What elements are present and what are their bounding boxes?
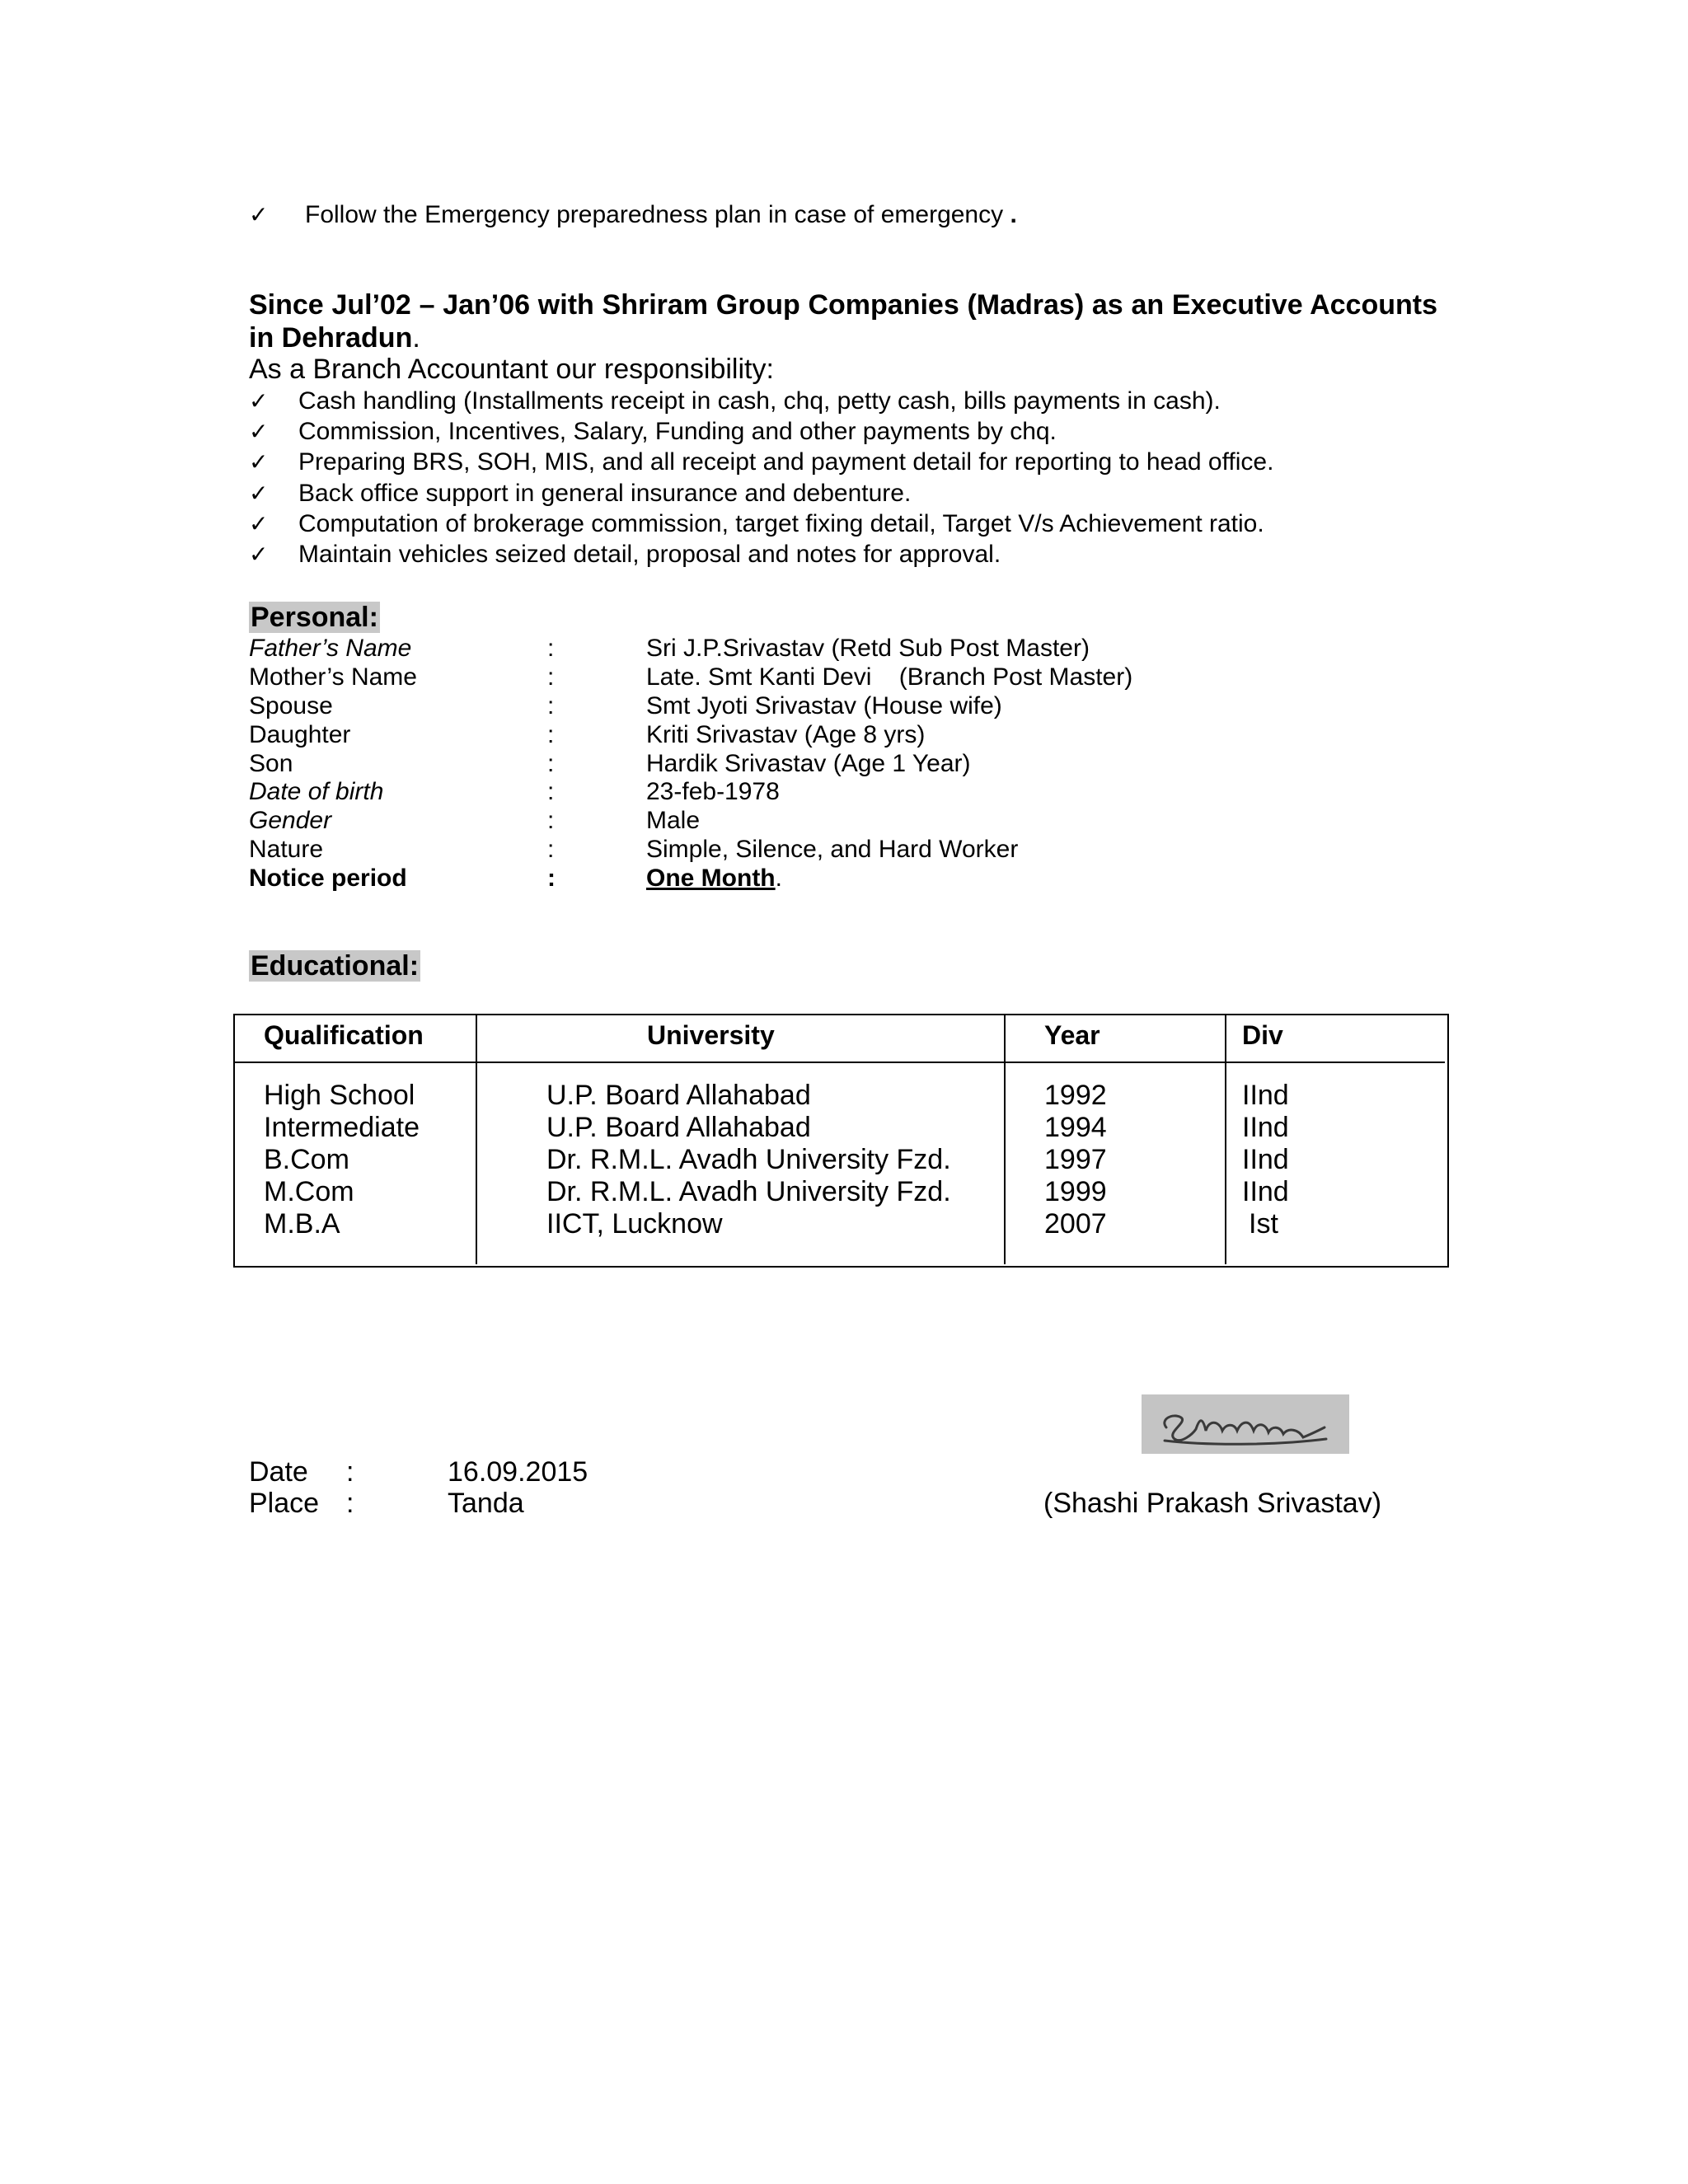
check-icon: ✓ [249, 540, 269, 568]
column-divider [476, 1015, 477, 1264]
place-label: Place [249, 1488, 320, 1519]
column-divider [1004, 1015, 1006, 1264]
date-separator: : [346, 1456, 354, 1488]
table-cell-qualification: High School [264, 1080, 415, 1111]
resume-page: ✓ Follow the Emergency preparedness plan in case of emergency . Since Jul’02 – Jan’06 with Shriram Group Companies (Madras) as an Executive Accounts in Dehradun. As a Branch Accountant our responsibility: ✓ Cash handling (Installments receipt in cash, chq, petty cash, bills payments in cash). ✓ Commission, Incentives, Salary, Funding and other payments by chq. ✓ Preparing BRS, SOH, MIS, and all receipt and payment detail for reporting to head office. ✓ Back office support in general insurance and debenture. ✓ Computation of brokerage commission, target fixing detail, Target V/s Achievement ratio. ✓ Maintain vehicles seized detail, proposal and notes for approval. Personal: Father’s Name : Sri J.P.Srivastav (Retd Sub Post Master) Mother’s Name : Late. Smt Kanti Devi (Branch Post Master) Spouse : Smt Jyoti Srivastav (House wife) Daughter : Kriti Srivastav (Age 8 yrs) Son : Hardik Srivastav (Age 1 Year) Date of birth : 23-feb-1978 Gender : Male Nature : Simple, Silence, and Hard Worker Notice period : One Month. Educational: Qualification University Year Div High School U.P. Board Allahabad 1992 IInd Intermediate U.P. Board Allahabad 1994 IInd B.Com Dr. R.M.L. Avadh University Fzd. 1997 IInd M.Com Dr. R.M.L. Avadh University Fzd. 1999 IInd M.B.A IICT, Lucknow 2007 Ist Date : 16.09.2015 Place : Tanda (Shashi Prakash Srivastav) [0, 0, 1688, 2184]
signatory-name: (Shashi Prakash Srivastav) [1043, 1488, 1382, 1519]
column-header-university: University [647, 1020, 775, 1050]
table-cell-div: Ist [1249, 1208, 1278, 1240]
date-value: 16.09.2015 [448, 1456, 588, 1488]
column-header-year: Year [1044, 1020, 1100, 1050]
table-cell-qualification: M.Com [264, 1176, 354, 1207]
check-icon: ✓ [249, 448, 269, 476]
table-cell-year: 1999 [1044, 1176, 1107, 1207]
table-cell-div: IInd [1242, 1144, 1289, 1175]
job-heading-tail: . [412, 322, 420, 354]
table-cell-div: IInd [1242, 1112, 1289, 1143]
column-divider [1225, 1015, 1226, 1264]
job-heading-text: Since Jul’02 – Jan’06 with Shriram Group Companies (Madras) as an Executive Accounts in Dehradun [249, 289, 1437, 354]
check-icon: ✓ [249, 479, 269, 507]
check-icon: ✓ [249, 509, 269, 537]
signature-scribble [1142, 1394, 1349, 1454]
signature-image [1142, 1394, 1349, 1454]
educational-heading: Educational: [251, 950, 420, 982]
job-heading [249, 288, 1437, 354]
place-value: Tanda [448, 1488, 524, 1519]
table-cell-university: Dr. R.M.L. Avadh University Fzd. [546, 1144, 951, 1175]
table-cell-qualification: B.Com [264, 1144, 349, 1175]
table-cell-div: IInd [1242, 1080, 1289, 1111]
table-cell-qualification: Intermediate [264, 1112, 420, 1143]
header-divider [235, 1062, 1445, 1063]
table-cell-university: U.P. Board Allahabad [546, 1112, 811, 1143]
check-icon: ✓ [249, 201, 269, 228]
table-cell-div: IInd [1242, 1176, 1289, 1207]
responsibility-intro: As a Branch Accountant our responsibility: [249, 354, 774, 385]
table-cell-qualification: M.B.A [264, 1208, 340, 1240]
column-header-qualification: Qualification [264, 1020, 424, 1050]
emergency-end: . [1010, 201, 1017, 228]
table-cell-year: 1992 [1044, 1080, 1107, 1111]
table-cell-university: U.P. Board Allahabad [546, 1080, 811, 1111]
check-icon: ✓ [249, 387, 269, 415]
check-icon: ✓ [249, 418, 269, 446]
emergency-text: Follow the Emergency preparedness plan in case of emergency [305, 201, 1004, 228]
personal-heading: Personal: [251, 602, 378, 633]
date-label: Date [249, 1456, 308, 1488]
place-separator: : [346, 1488, 354, 1519]
table-cell-year: 2007 [1044, 1208, 1107, 1240]
table-cell-university: IICT, Lucknow [546, 1208, 723, 1240]
education-table [233, 1014, 1449, 1268]
table-cell-year: 1994 [1044, 1112, 1107, 1143]
column-header-div: Div [1242, 1020, 1283, 1050]
table-cell-university: Dr. R.M.L. Avadh University Fzd. [546, 1176, 951, 1207]
table-cell-year: 1997 [1044, 1144, 1107, 1175]
